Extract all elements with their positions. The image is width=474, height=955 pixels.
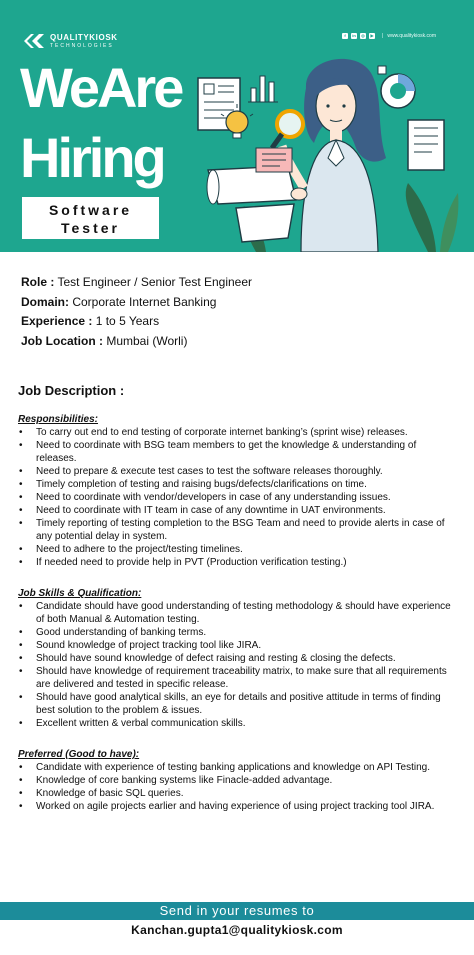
role-title-line2: Tester [61,220,120,236]
list-item: • Good understanding of banking terms. [18,626,458,639]
youtube-icon[interactable]: ▶ [370,33,374,38]
resume-cta-bar: Send in your resumes to [0,902,474,920]
skills-section [18,587,458,730]
contact-email-link[interactable]: Kanchan.gupta1@qualitykiosk.com [131,923,343,937]
facebook-icon[interactable]: f [342,33,348,39]
headline-we-are: WeAre [20,56,182,119]
list-item: • Need to coordinate with BSG team members to get the knowledge & understanding of releases. [18,439,458,465]
list-item: • If needed need to provide help in PVT (Production verification testing.) [18,556,458,569]
experience-value: 1 to 5 Years [95,314,160,328]
list-item: • Need to adhere to the project/testing timelines. [18,543,458,556]
domain-value: Corporate Internet Banking [72,294,217,309]
job-info [21,273,252,351]
tester-illustration [196,48,460,252]
hiring-banner [0,0,474,252]
instagram-icon[interactable]: ◎ [361,33,365,38]
role-label: Role : [21,275,55,289]
social-links [342,33,436,39]
list-item: • Should have sound knowledge of defect raising and resting & closing the defects. [18,652,458,665]
list-item: • Sound knowledge of project tracking tool like JIRA. [18,639,458,652]
list-item: • Candidate with experience of testing banking applications and knowledge on API Testing. [18,761,458,774]
preferred-heading: Preferred (Good to have): [18,749,140,760]
list-item: • To carry out end to end testing of corporate internet banking’s (sprint wise) releases. [18,426,458,439]
list-item: • Knowledge of basic SQL queries. [18,787,458,800]
role-row [21,273,252,293]
list-item: • Candidate should have good understanding of testing methodology & should have experience of both Manual & Automation testing. [18,600,458,626]
list-item: • Timely reporting of testing completion to the BSG Team and need to provide alerts in case of any potential delay in system. [18,517,458,543]
pie-chart-icon [378,66,415,108]
responsibilities-section [18,413,458,569]
magnifier-icon [272,111,303,148]
location-value: Mumbai (Worli) [106,333,188,348]
logo-mark-icon [22,31,46,51]
role-title-line1: Software [48,202,133,218]
domain-label: Domain: [21,294,69,309]
list-item: • Worked on agile projects earlier and having experience of using project tracking tool JIRA. [18,800,458,813]
skills-list [18,600,458,730]
domain-row [21,293,252,313]
bar-chart-icon [248,76,278,102]
social-divider: | [382,33,384,39]
paper-scroll-icon [207,148,296,242]
list-item: • Need to coordinate with vendor/developers in case of any understanding issues. [18,491,458,504]
list-item: • Should have knowledge of requirement traceability matrix, to make sure that all requirements are delivered and tested in specific release. [18,665,458,691]
location-row [21,332,252,352]
linkedin-icon[interactable]: in [352,33,356,38]
list-item: • Need to coordinate with IT team in case of any downtime in UAT environments. [18,504,458,517]
brand-tagline: TECHNOLOGIES [50,42,114,49]
brand-name: QUALITYKIOSK [50,32,118,42]
report-icon [408,120,444,170]
location-label: Job Location : [21,333,103,348]
preferred-section [18,748,458,813]
preferred-list [18,761,458,813]
responsibilities-heading: Responsibilities: [18,414,99,425]
role-value: Test Engineer / Senior Test Engineer [57,275,253,289]
headline-hiring: Hiring [20,126,164,189]
company-logo [22,31,118,51]
list-item: • Need to prepare & execute test cases to test the software releases thoroughly. [18,465,458,478]
list-item: • Excellent written & verbal communication skills. [18,717,458,730]
list-item: • Knowledge of core banking systems like Finacle-added advantage. [18,774,458,787]
list-item: • Should have good analytical skills, an eye for details and positive attitude in terms of finding best solution to the problem & issues. [18,691,458,717]
list-item: • Timely completion of testing and raising bugs/defects/clarifications on time. [18,478,458,491]
responsibilities-list [18,426,458,569]
experience-row [21,312,252,332]
website-link[interactable]: www.qualitykiosk.com [387,33,436,39]
skills-heading: Job Skills & Qualification: [18,588,142,599]
experience-label: Experience : [21,314,93,328]
job-description-title: Job Description : [18,383,125,398]
role-title-box [22,197,159,239]
